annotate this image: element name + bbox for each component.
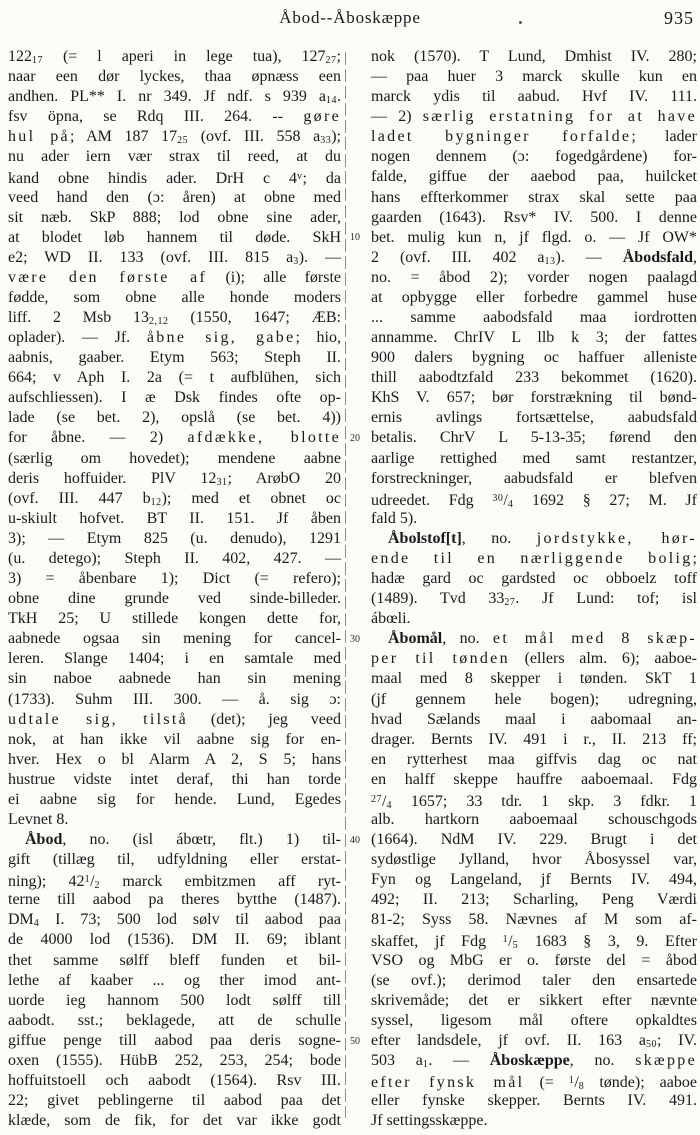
text-line: [8, 629, 341, 649]
text-segment: (ovf. III. 558 a: [188, 128, 321, 146]
text-line: [371, 910, 697, 930]
text-line: [8, 469, 341, 489]
text-segment: ,: [693, 248, 697, 266]
text-line: [8, 188, 341, 208]
text-segment: DM: [8, 911, 34, 929]
text-segment: hver. Hex o bl Alarm A 2, S 5; hans: [8, 750, 341, 768]
text-segment: 1: [502, 934, 509, 946]
text-segment: ). —: [298, 248, 342, 266]
text-segment: ... samme aabodsfald maa iordrotten: [371, 309, 697, 327]
text-segment: per til tønden: [371, 650, 510, 668]
text-segment: (u. detego); Steph II. 402, 427. —: [8, 549, 341, 567]
text-line: [371, 710, 697, 730]
text-line: [8, 710, 341, 730]
text-line: [371, 1071, 697, 1091]
text-segment: afdække, blotte: [187, 429, 342, 447]
text-line: [8, 810, 341, 830]
text-segment: 8: [578, 1080, 585, 1092]
text-line: [371, 268, 697, 288]
text-segment: efter fynsk mål: [371, 1073, 525, 1091]
text-segment: 3); — Etym 825 (u. denudo), 1291: [8, 529, 341, 547]
text-line: [371, 690, 697, 710]
text-segment: udtale sig, tilstå: [8, 710, 188, 728]
text-segment: , no.: [442, 630, 493, 648]
text-segment: ; da: [302, 170, 341, 188]
text-segment: (1489). Tvd 33: [371, 590, 505, 608]
text-segment: veed hand den (ɔ: åren) at obne med: [8, 188, 341, 206]
text-line: [371, 870, 697, 890]
text-line: [8, 167, 341, 187]
text-line: [8, 509, 341, 529]
text-segment: oplader). — Jf.: [8, 329, 147, 347]
text-line: [371, 288, 697, 308]
text-segment: marck embitzmen aff ryt-: [100, 873, 341, 891]
text-segment: 27: [371, 793, 382, 805]
text-segment: 13: [544, 255, 556, 267]
text-segment: 900 dalers bygning oc haffuer alleniste: [371, 349, 697, 367]
text-segment: Åbodsfald: [622, 248, 693, 266]
text-line: [8, 1091, 341, 1111]
text-line: [8, 449, 341, 469]
text-segment: være den første af: [8, 268, 208, 286]
text-line: [8, 669, 341, 689]
text-segment: sin naboe aabnede han sin mening: [8, 670, 341, 688]
text-line: [8, 549, 341, 569]
text-line: [8, 228, 341, 248]
gutter-line-number-10: 10: [350, 232, 360, 243]
text-line: [371, 951, 697, 971]
column-divider-rule: [345, 52, 346, 1118]
text-line: [8, 790, 341, 810]
text-segment: ábœli.: [371, 610, 411, 628]
text-segment: sydøstlige Jylland, hvor Åbosyssel var,: [371, 851, 697, 869]
text-line: [8, 67, 341, 87]
text-segment: 4: [507, 498, 514, 510]
text-line: [8, 730, 341, 750]
text-segment: andhen. PL** I. nr 349. Jf ndf. s 939 a: [8, 88, 326, 106]
text-segment: drager. Bernts IV. 491 i r., II. 213 ff;: [371, 730, 697, 748]
text-line: [371, 489, 697, 509]
text-line: [8, 489, 341, 509]
text-segment: ; ArøbO 20: [227, 469, 342, 487]
text-segment: lethe af kaaber ... og ther imod ant-: [8, 971, 341, 989]
text-segment: skaffet, jf Fdg: [371, 933, 503, 951]
text-line: [371, 830, 697, 850]
text-line: [371, 529, 697, 549]
text-line: [8, 910, 341, 930]
right-text-column: [371, 47, 697, 1131]
text-segment: /: [503, 491, 508, 509]
text-segment: gaarden (1643). Rsv* IV. 500. I denne: [371, 208, 697, 226]
text-segment: maal med 8 skepper i tønden. SkT 1: [371, 670, 697, 688]
text-line: [8, 589, 341, 609]
text-segment: /: [508, 933, 513, 951]
text-segment: at blodet løb hannem til døde. SkH: [8, 228, 341, 246]
text-line: [371, 770, 697, 790]
text-line: [8, 208, 341, 228]
text-segment: — paa huer 3 marck skulle kun en: [371, 68, 697, 86]
text-segment: 4: [386, 799, 392, 811]
text-segment: at opbygge eller forbedre gammel huse: [371, 288, 697, 306]
text-segment: 664; v Aph I. 2a (= t aufblühen, sich: [8, 369, 341, 387]
text-line: [371, 147, 697, 167]
text-segment: 50: [646, 1038, 657, 1050]
text-line: [371, 449, 697, 469]
text-segment: nok, at han ikke vil aabne sig for en-: [8, 730, 341, 748]
text-line: [8, 1051, 341, 1071]
text-segment: bet. mulig kun n, jf flgd. o. — Jf OW*: [371, 228, 697, 246]
text-segment: /: [574, 1073, 579, 1091]
text-line: [371, 228, 697, 248]
text-line: [371, 248, 697, 268]
text-line: [8, 127, 341, 147]
text-segment: gift (tillæg til, udfyldning eller erstat-: [8, 851, 341, 869]
running-title: Åbod--Åboskæppe: [279, 8, 421, 27]
text-line: [8, 368, 341, 388]
text-segment: 33: [320, 135, 332, 147]
text-segment: (i); alle første: [207, 268, 341, 286]
text-segment: 3) = åbenbare 1); Dict (= refero);: [8, 570, 341, 588]
text-segment: (1550, 1647; ÆB:: [168, 309, 341, 327]
text-segment: hustrue vidste intet deraf, thi han torde: [8, 770, 341, 788]
text-line: [371, 408, 697, 428]
scan-speck: [519, 21, 522, 24]
text-segment: fald 5).: [371, 509, 418, 527]
text-line: [8, 328, 341, 348]
text-segment: hadæ gard oc gardsted oc obboelz toff: [371, 570, 697, 588]
text-segment: 2 (ovf. III. 402 a: [371, 248, 545, 266]
text-segment: e2; WD II. 133 (ovf. III. 815 a: [8, 248, 294, 266]
text-segment: aufschliessen). I æ Dsk findes ofte op-: [8, 389, 341, 407]
text-line: [371, 428, 697, 448]
text-segment: tønde); aaboe: [584, 1073, 697, 1091]
text-line: [8, 991, 341, 1011]
text-line: [371, 1091, 697, 1111]
text-segment: terne till aabod pa theres bytthe (1487).: [8, 891, 341, 909]
text-line: [371, 188, 697, 208]
text-segment: gøre: [303, 108, 341, 126]
text-segment: skæppe: [635, 1051, 697, 1069]
text-segment: ;: [692, 549, 697, 567]
text-segment: );: [331, 128, 341, 146]
text-segment: 27: [325, 55, 337, 66]
text-segment: 5: [512, 940, 519, 952]
text-segment: giffue penge till aabod paa deris sogne-: [8, 1031, 341, 1049]
text-segment: 1657; 33 tdr. 1 skp. 3 fdkr. 1: [391, 792, 697, 810]
text-line: [8, 308, 341, 328]
text-segment: .: [337, 88, 341, 106]
text-segment: jordstykke, hør-: [536, 529, 697, 547]
text-segment: ende til en nærliggende bolig: [371, 549, 693, 567]
text-segment: klæde, som de fik, for det var ikke godt: [8, 1112, 341, 1130]
text-segment: KhS V. 657; bør forstrækning til bønd-: [371, 389, 697, 407]
text-line: [371, 127, 697, 147]
text-line: [8, 408, 341, 428]
text-line: [371, 569, 697, 589]
text-segment: 12: [150, 496, 162, 508]
page-number: 935: [664, 8, 694, 28]
text-segment: nogen dennem (ɔ: fogedgårdene) for-: [371, 148, 697, 166]
text-segment: 122: [8, 48, 32, 65]
text-line: [371, 469, 697, 489]
text-segment: u-skiult hofvet. BT II. 151. Jf åben: [8, 509, 341, 527]
text-segment: hul på: [8, 128, 70, 146]
text-line: [371, 790, 697, 810]
left-text-column: [8, 47, 341, 1131]
text-segment: Åbomål: [388, 630, 443, 648]
text-segment: aabnede ogsaa sin mening for cancel-: [8, 630, 341, 648]
text-segment: (=: [524, 1073, 569, 1091]
text-segment: aabnis, gaaber. Etym 563; Steph II.: [8, 349, 341, 367]
text-segment: thet samme sølff bleff funden et bil-: [8, 951, 341, 969]
text-segment: 2: [94, 880, 101, 892]
text-segment: lade (se bet. 2), opslå (se bet. 4)): [8, 409, 341, 427]
text-line: [8, 107, 341, 127]
text-segment: I. 73; 500 lod sølv til aabod paa: [39, 911, 341, 929]
text-line: [8, 268, 341, 288]
text-segment: naar een dør lyckes, thaa øpnæss een: [8, 68, 341, 86]
text-line: [371, 549, 697, 569]
text-segment: , no.: [461, 529, 537, 547]
text-segment: ; hio,: [295, 329, 342, 347]
text-line: [8, 428, 341, 448]
text-line: [371, 850, 697, 870]
text-segment: . Jf Lund: tof; isl: [515, 590, 697, 608]
text-segment: 503 a: [371, 1051, 423, 1069]
text-segment: uorde ieg hannom 500 lodt sølff till: [8, 991, 341, 1009]
text-segment: efter landsdele, jf ovf. II. 163 a: [371, 1031, 646, 1049]
text-segment: en halff skeppe hauffre aaboemaal. Fdg: [371, 770, 697, 788]
text-segment: — 2): [371, 108, 423, 126]
text-segment: forstreckninger, aabudsfald er blefven: [371, 469, 697, 487]
text-line: [371, 930, 697, 950]
text-segment: kand obne hindis ader. DrH c 4: [8, 170, 298, 188]
text-segment: , no.: [569, 1051, 636, 1069]
text-line: [371, 669, 697, 689]
text-segment: 14: [326, 95, 337, 107]
text-segment: syssel, ligesom mål oftere opkaldtes: [371, 1011, 697, 1029]
text-segment: sit næb. SkP 888; lod obne sine ader,: [8, 208, 341, 226]
text-line: [8, 1031, 341, 1051]
text-segment: (= l aperi in lege tua), 127: [43, 48, 326, 65]
text-segment: for åbne. — 2): [8, 429, 188, 447]
text-segment: Fyn og Langeland, jf Bernts IV. 494,: [371, 871, 697, 889]
text-segment: ; AM 187 17: [69, 128, 178, 146]
text-segment: nu ader iern vær strax til reed, at du: [8, 148, 341, 166]
text-segment: hvad Sælands maal i aabomaal an-: [371, 710, 697, 728]
text-line: [371, 1051, 697, 1071]
text-line: [8, 147, 341, 167]
text-segment: 27: [504, 597, 516, 609]
gutter-line-number-40: 40: [350, 835, 360, 846]
text-line: [371, 1031, 697, 1051]
text-segment: leren. Slange 1404; i en samtale med: [8, 650, 341, 668]
text-line: [371, 208, 697, 228]
text-segment: betalis. ChrV L 5-13-35; førend den: [371, 429, 697, 447]
text-segment: obne dine grunde ved sinde-billeder.: [8, 590, 341, 608]
text-segment: liff. 2 Msb 13: [8, 309, 150, 327]
text-line: [8, 47, 341, 67]
text-line: [8, 1071, 341, 1091]
text-segment: 4: [33, 918, 40, 930]
gutter-line-number-20: 20: [350, 433, 360, 444]
text-segment: thill aabodtzfald 233 bekommet (1620).: [371, 369, 697, 387]
text-line: [371, 971, 697, 991]
text-segment: v: [297, 171, 303, 183]
gutter-line-number-30: 30: [350, 634, 360, 645]
text-segment: (se ovf.); derimod taler den ensartede: [371, 971, 697, 989]
text-line: [8, 971, 341, 991]
text-line: [371, 509, 697, 529]
text-segment: et mål med 8 skæp-: [492, 630, 697, 648]
text-line: [371, 609, 697, 629]
text-segment: VSO og MbG er o. første del = åbod: [371, 951, 697, 969]
text-segment: ning); 42: [8, 873, 85, 891]
text-segment: 3: [293, 255, 299, 267]
text-segment: Åbod: [25, 831, 63, 849]
text-segment: 25: [177, 135, 189, 147]
text-segment: ;: [336, 48, 341, 65]
text-line: [8, 930, 341, 950]
text-segment: 1: [84, 874, 91, 886]
text-segment: ei aabne sig for hende. Lund, Egedes: [8, 790, 341, 808]
text-line: [8, 609, 341, 629]
text-segment: (jf gennem hele bogen); udregning,: [371, 690, 697, 708]
text-line: [371, 308, 697, 328]
text-segment: åbne sig, gabe: [146, 329, 296, 347]
text-segment: 22; givet peblingerne til aabod paa det: [8, 1092, 341, 1110]
text-line: [371, 388, 697, 408]
text-segment: udreedet. Fdg: [371, 491, 493, 509]
text-segment: 1: [568, 1074, 575, 1086]
text-line: [8, 1011, 341, 1031]
text-segment: (1664). NdM IV. 229. Brugt i det: [371, 831, 697, 849]
text-line: [371, 991, 697, 1011]
text-line: [8, 750, 341, 770]
text-segment: fsv öpna, se Rdq III. 264. --: [8, 108, 304, 126]
text-segment: ); med et obnet oc: [161, 489, 342, 507]
text-segment: ; IV.: [657, 1031, 697, 1049]
text-line: [8, 830, 341, 850]
text-segment: ). —: [555, 248, 623, 266]
text-line: [371, 629, 697, 649]
text-segment: ; lader: [631, 128, 697, 146]
text-segment: (1733). Suhm III. 300. — å. sig ɔ:: [8, 690, 341, 708]
text-segment: ladet bygninger forfalde: [371, 128, 632, 146]
text-line: [371, 328, 697, 348]
text-segment: skrivemåde; det er sikkert efter nævnte: [371, 991, 697, 1009]
text-line: [371, 1111, 697, 1131]
text-line: [371, 348, 697, 368]
text-segment: 31: [216, 476, 228, 488]
text-segment: hans effterkommer strax skal sette paa: [371, 188, 697, 206]
text-line: [371, 67, 697, 87]
text-line: [8, 87, 341, 107]
text-segment: annamme. ChrIV L llb k 3; der fattes: [371, 329, 697, 347]
text-line: [371, 47, 697, 67]
text-segment: falde, giffue der aaebod paa, huilcket: [371, 168, 697, 186]
text-segment: 1: [422, 1058, 429, 1070]
text-segment: Åboskæppe: [489, 1051, 570, 1069]
text-segment: (ellers alm. 6); aaboe-: [509, 650, 698, 668]
text-segment: /: [382, 792, 387, 810]
text-line: [8, 288, 341, 308]
text-line: [8, 870, 341, 890]
text-segment: Åbolstof[t]: [388, 529, 462, 547]
text-segment: ernis avlings fortsættelse, aabudsfald: [371, 409, 697, 427]
text-segment: nok (1570). T Lund, Dmhist IV. 280;: [371, 48, 697, 65]
text-segment: 1683 § 3, 9. Efter: [518, 933, 697, 951]
text-line: [8, 248, 341, 268]
text-segment: 30: [492, 492, 504, 504]
text-segment: (særlig om hovedet); mendene aabne: [8, 449, 341, 467]
gutter-line-number-50: 50: [350, 1036, 360, 1047]
text-line: [8, 529, 341, 549]
text-line: [371, 730, 697, 750]
text-segment: fødde, som obne alle honde moders: [8, 288, 341, 306]
text-segment: /: [90, 873, 95, 891]
text-segment: alb. hartkorn aaboemaal schouschgods: [371, 810, 697, 828]
text-segment: oxen (1555). HübB 252, 253, 254; bode: [8, 1051, 341, 1069]
text-line: [8, 569, 341, 589]
text-segment: TkH 25; U stillede kongen dette for,: [8, 610, 341, 628]
text-segment: (det); jeg veed: [188, 710, 341, 728]
text-segment: 81-2; Syss 58. Nævnes af M som af-: [371, 911, 697, 929]
text-line: [8, 890, 341, 910]
text-segment: en rytterhest maa giffvis dag oc nat: [371, 750, 697, 768]
text-line: [8, 388, 341, 408]
text-segment: deris hoffuider. PlV 12: [8, 469, 217, 487]
text-segment: 2,12: [149, 316, 169, 328]
text-segment: . —: [428, 1051, 490, 1069]
text-segment: Jf settingsskæppe.: [371, 1112, 488, 1130]
text-line: [371, 649, 697, 669]
text-line: [8, 770, 341, 790]
text-segment: (ovf. III. 447 b: [8, 489, 151, 507]
text-line: [371, 810, 697, 830]
text-line: [371, 87, 697, 107]
text-line: [371, 1011, 697, 1031]
text-segment: hoffuitstoell och aabodt (1564). Rsv III.: [8, 1071, 341, 1089]
text-segment: , no. (isl ábœtr, flt.) 1) til-: [62, 831, 341, 849]
text-segment: de 4000 lod (1536). DM II. 69; iblant: [8, 931, 341, 949]
text-line: [8, 951, 341, 971]
text-line: [371, 750, 697, 770]
text-segment: aabodt. sst.; beklagede, att de schulle: [8, 1011, 341, 1029]
text-line: [371, 368, 697, 388]
text-segment: eller fynske skepper. Bernts IV. 491.: [371, 1092, 697, 1110]
text-line: [371, 107, 697, 127]
text-line: [8, 1111, 341, 1131]
text-line: [371, 167, 697, 187]
text-line: [8, 850, 341, 870]
page-header: [0, 8, 700, 32]
text-segment: no. = åbod 2); vorder nogen paalagd: [371, 268, 697, 286]
text-segment: 17: [32, 55, 43, 66]
text-line: [371, 890, 697, 910]
text-segment: marck ydis til aabud. Hvf IV. 111.: [371, 88, 697, 106]
text-segment: Levnet 8.: [8, 810, 69, 828]
text-segment: særlig erstatning for at have: [422, 108, 697, 126]
text-segment: 492; II. 213; Scharling, Peng Værdi: [371, 891, 697, 909]
text-line: [8, 348, 341, 368]
text-segment: 1692 § 27; M. Jf: [513, 491, 697, 509]
text-segment: aarlige rettighed med samt restantzer,: [371, 449, 697, 467]
text-line: [8, 690, 341, 710]
text-line: [8, 649, 341, 669]
text-line: [371, 589, 697, 609]
